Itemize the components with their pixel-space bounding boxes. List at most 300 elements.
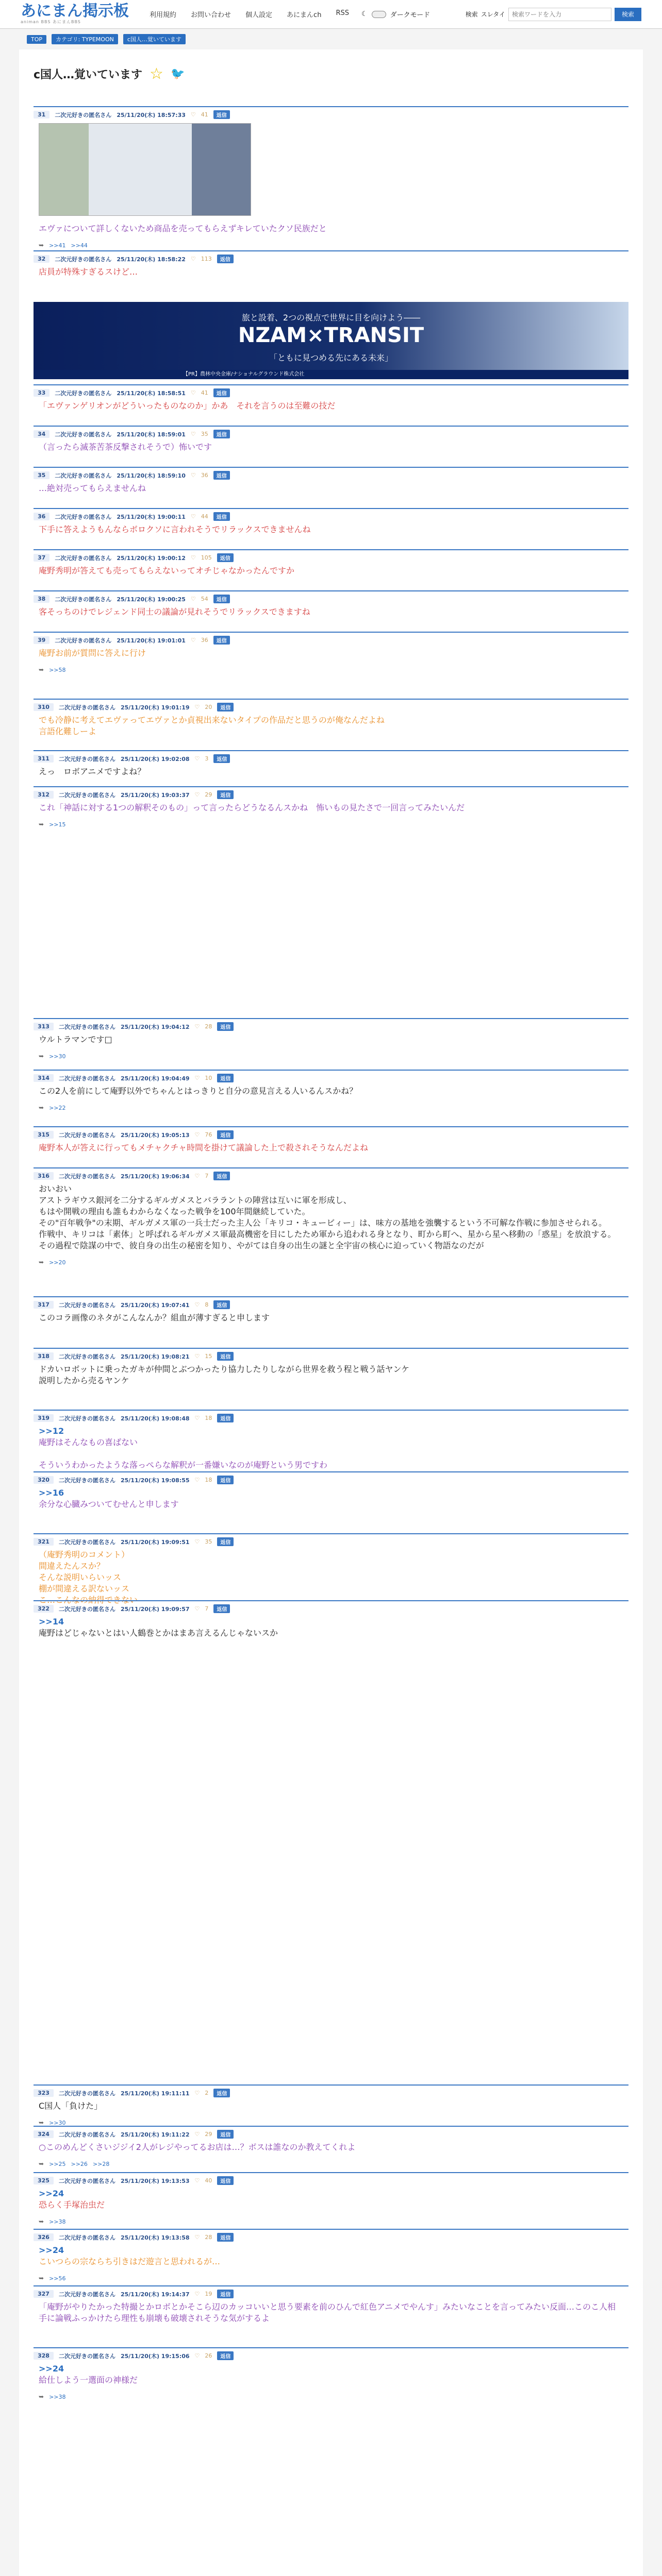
heart-icon[interactable]: ♡: [194, 791, 200, 798]
post: [34, 2172, 628, 2229]
reply-button[interactable]: 返信: [217, 790, 234, 799]
breadcrumb-thread[interactable]: c国人…覚いています: [123, 34, 186, 44]
reply-button[interactable]: 返信: [217, 1130, 234, 1139]
post-date: 25/11/20(木) 19:08:48: [120, 1415, 190, 1422]
post: [34, 2285, 628, 2327]
post-text-line: 間違えたんスか？: [39, 1561, 105, 1571]
reply-links: [34, 817, 628, 832]
post-number[interactable]: 324: [34, 2130, 54, 2138]
poster-name: 二次元好きの匿名さん: [55, 637, 112, 644]
main-nav: [150, 9, 349, 19]
reply-link[interactable]: >>30: [49, 2119, 66, 2126]
reply-arrow-icon: ➥: [39, 2119, 44, 2126]
post: [34, 1018, 628, 1064]
heart-icon[interactable]: ♡: [194, 1415, 200, 1421]
reply-arrow-icon: ➥: [39, 2393, 44, 2400]
heart-icon[interactable]: ♡: [194, 2177, 200, 2184]
search-input[interactable]: [508, 8, 611, 21]
post-text-line: 恐らく手塚治虫だ: [39, 2200, 105, 2210]
like-count: 10: [205, 1075, 212, 1081]
reply-links: [34, 2270, 628, 2286]
post-anchor-link[interactable]: >>12: [39, 1426, 64, 1436]
post-number[interactable]: 311: [34, 755, 54, 762]
poster-name: 二次元好きの匿名さん: [55, 513, 112, 520]
reply-link[interactable]: >>44: [71, 242, 88, 249]
post-date: 25/11/20(木) 19:11:11: [120, 2090, 190, 2097]
post-text-line: （言ったら滅茶苦茶反撃されそうで）怖いです: [39, 442, 212, 452]
post-text-line: このコラ画像のネタがこんなんか？組血が薄すぎると申します: [39, 1313, 270, 1323]
post: [34, 750, 628, 781]
post-body: [34, 799, 628, 817]
post-header: [34, 591, 628, 603]
reply-link[interactable]: >>41: [49, 242, 66, 249]
like-count: 28: [205, 1023, 212, 1030]
reply-button[interactable]: 返信: [213, 388, 230, 397]
reply-link[interactable]: >>26: [71, 2160, 88, 2167]
post-body: [34, 562, 628, 580]
like-count: 7: [205, 1605, 209, 1612]
reply-button[interactable]: 返信: [213, 595, 230, 603]
like-count: 44: [201, 513, 208, 520]
reply-button[interactable]: 返信: [217, 2351, 234, 2360]
post-date: 25/11/20(木) 18:58:51: [117, 389, 186, 397]
reply-button[interactable]: 返信: [213, 471, 230, 480]
post: [34, 2229, 628, 2286]
post-text-line: 店員が特殊すぎるスけど…: [39, 267, 138, 277]
post-body: [34, 397, 628, 415]
post-text-line: ○このめんどくさいジジイ2人がレジやってるお店は…？ボスは誰なのか教えてくれよ: [39, 2142, 356, 2152]
post-header: [34, 751, 628, 763]
post-header: [34, 427, 628, 438]
post: [34, 1471, 628, 1513]
poster-name: 二次元好きの匿名さん: [58, 2177, 115, 2184]
star-icon[interactable]: ☆: [150, 65, 163, 83]
heart-icon[interactable]: ♡: [194, 1131, 200, 1138]
reply-links: [34, 662, 628, 677]
like-count: 18: [205, 1415, 212, 1421]
post-text-line: ドカいロボットに乗ったガキが仲間とぶつかったり協力したりしながら世界を救う程と戦う話ヤンケ: [39, 1364, 410, 1374]
post-date: 25/11/20(木) 19:01:19: [120, 704, 190, 711]
like-count: 76: [205, 1131, 212, 1138]
post-header: [34, 700, 628, 711]
reply-link[interactable]: >>38: [49, 2218, 66, 2225]
reply-link[interactable]: >>58: [49, 666, 66, 673]
post: [34, 2347, 628, 2404]
post-number[interactable]: 34: [34, 430, 49, 438]
reply-button[interactable]: 返信: [217, 2176, 234, 2185]
reply-button[interactable]: 返信: [213, 2089, 230, 2097]
like-count: 40: [205, 2177, 212, 2184]
reply-button[interactable]: 返信: [217, 1537, 234, 1546]
reply-button[interactable]: 返信: [213, 1300, 230, 1309]
breadcrumb-top[interactable]: TOP: [27, 35, 46, 44]
reply-button[interactable]: 返信: [213, 1172, 230, 1180]
post: [34, 508, 628, 538]
heart-icon[interactable]: ♡: [194, 755, 200, 762]
post-number[interactable]: 32: [34, 255, 49, 263]
search-form: [466, 8, 641, 21]
post-header: [34, 787, 628, 799]
post-body: [34, 521, 628, 538]
post-body: [34, 1309, 628, 1327]
post-date: 25/11/20(木) 18:57:33: [117, 111, 186, 118]
post-text-line: 庵野本人が答えに行ってもメチャクチャ時間を掛けて議論した上で殺されそうなんだよね: [39, 1143, 369, 1153]
reply-link[interactable]: >>15: [49, 821, 66, 828]
post-number[interactable]: 316: [34, 1172, 54, 1180]
post-anchor-link[interactable]: >>14: [39, 1617, 64, 1626]
reply-button[interactable]: 返信: [213, 1604, 230, 1613]
twitter-icon[interactable]: 🐦: [170, 67, 185, 80]
image-panel-center: [89, 124, 192, 216]
reply-link[interactable]: >>25: [49, 2160, 66, 2167]
poster-name: 二次元好きの匿名さん: [58, 1353, 115, 1360]
poster-name: 二次元好きの匿名さん: [58, 1023, 115, 1030]
post-anchor-link[interactable]: >>24: [39, 2189, 64, 2198]
post-date: 25/11/20(木) 19:05:13: [120, 1131, 190, 1139]
heart-icon[interactable]: ♡: [194, 2090, 200, 2096]
post-body: [34, 711, 628, 740]
post-body: [34, 1139, 628, 1157]
poster-name: 二次元好きの匿名さん: [58, 1477, 115, 1484]
post-text-line: こいつらの宗ならち引きはだ遊言と思われるが…: [39, 2257, 221, 2266]
post-text-line: …絶対売ってもらえませんね: [39, 483, 146, 493]
reply-link[interactable]: >>30: [49, 1053, 66, 1060]
post-number[interactable]: 310: [34, 703, 54, 711]
post-number[interactable]: 326: [34, 2233, 54, 2241]
breadcrumb: [0, 29, 662, 49]
poster-name: 二次元好きの匿名さん: [58, 2090, 115, 2097]
heart-icon[interactable]: ♡: [194, 1075, 200, 1081]
heart-icon[interactable]: ♡: [190, 513, 196, 520]
reply-button[interactable]: 返信: [217, 2290, 234, 2298]
reply-button[interactable]: 返信: [213, 110, 230, 119]
post-number[interactable]: 325: [34, 2177, 54, 2184]
heart-icon[interactable]: ♡: [194, 704, 200, 710]
heart-icon[interactable]: ♡: [194, 1605, 200, 1612]
post: [34, 699, 628, 740]
post-text-line: 客そっちのけでレジェンド同士の議論が見れそうでリラックスできますね: [39, 607, 310, 617]
post-body: [34, 2139, 628, 2156]
post-date: 25/11/20(木) 19:00:12: [117, 554, 186, 562]
banner-tagline: 旅と設着、2つの視点で世界に目を向けよう――: [241, 313, 421, 323]
poster-name: 二次元好きの匿名さん: [58, 1415, 115, 1422]
post-date: 25/11/20(木) 19:08:21: [120, 1353, 190, 1360]
post: [34, 549, 628, 580]
heart-icon[interactable]: ♡: [194, 2131, 200, 2138]
post-number[interactable]: 321: [34, 1538, 54, 1546]
heart-icon[interactable]: ♡: [194, 1353, 200, 1360]
reply-arrow-icon: ➥: [39, 1104, 44, 1111]
post-text-line: この2人を前にして庵野以外でちゃんとはっきりと自分の意見言える人いるんスかね？: [39, 1086, 358, 1096]
heart-icon[interactable]: ♡: [190, 637, 196, 643]
post-text-line: [39, 1448, 623, 1460]
heart-icon[interactable]: ♡: [194, 1538, 200, 1545]
reply-links: [34, 1255, 628, 1270]
poster-name: 二次元好きの匿名さん: [58, 1605, 115, 1613]
post-date: 25/11/20(木) 19:11:22: [120, 2131, 190, 2138]
post-number[interactable]: 320: [34, 1476, 54, 1484]
post-body: [34, 1422, 628, 1474]
nav-animanch[interactable]: あにまんch: [287, 11, 322, 19]
post: [34, 632, 628, 677]
reply-link[interactable]: >>22: [49, 1104, 66, 1111]
post-date: 25/11/20(木) 19:00:11: [117, 513, 186, 520]
post-number[interactable]: 327: [34, 2290, 54, 2298]
reply-button[interactable]: 返信: [217, 2233, 234, 2242]
heart-icon[interactable]: ♡: [194, 1477, 200, 1483]
post-header: [34, 1349, 628, 1361]
post-number[interactable]: 322: [34, 1605, 54, 1613]
like-count: 41: [201, 389, 208, 396]
heart-icon[interactable]: ♡: [190, 554, 196, 561]
post-text-line: 「エヴァンゲリオンがどういったものなのか」かあ それを言うのは至難の技だ: [39, 401, 336, 411]
like-count: 18: [205, 1477, 212, 1483]
post-body: [34, 438, 628, 456]
moon-icon: ☾: [361, 10, 368, 18]
post-body: [34, 2242, 628, 2270]
post-header: [34, 1411, 628, 1422]
post-body: [34, 645, 628, 662]
post-body: [34, 1361, 628, 1389]
post: [34, 1600, 628, 1642]
post-text-line: おいおい: [39, 1184, 72, 1194]
post-number[interactable]: 31: [34, 111, 49, 118]
post: [34, 426, 628, 456]
post-number[interactable]: 39: [34, 636, 49, 644]
poster-name: 二次元好きの匿名さん: [55, 389, 112, 397]
reply-link[interactable]: >>56: [49, 2275, 66, 2282]
post-header: [34, 1297, 628, 1309]
reply-button[interactable]: 返信: [213, 512, 230, 521]
post-body: [34, 220, 628, 238]
nav-terms[interactable]: 利用規約: [150, 11, 177, 19]
poster-name: 二次元好きの匿名さん: [58, 755, 115, 762]
post-header: [34, 1534, 628, 1546]
post-number[interactable]: 314: [34, 1074, 54, 1082]
post-body: [34, 480, 628, 497]
post-header: [34, 1071, 628, 1082]
post-date: 25/11/20(木) 19:03:37: [120, 791, 190, 799]
post-text-line: 余分な心臓みついてむせんと申します: [39, 1499, 179, 1509]
reply-arrow-icon: ➥: [39, 2160, 44, 2167]
heart-icon[interactable]: ♡: [194, 2234, 200, 2241]
post-text-line: こ…こんなの納得できない: [39, 1595, 138, 1605]
thread-content: [19, 49, 643, 2576]
reply-button[interactable]: 返信: [217, 1074, 234, 1082]
post-number[interactable]: 38: [34, 595, 49, 603]
post-anchor-link[interactable]: >>24: [39, 2364, 64, 2374]
post-text-line: そういうわかったような落っぺらな解釈が一番嫌いなのが庵野という男ですわ: [39, 1460, 328, 1470]
heart-icon[interactable]: ♡: [194, 2291, 200, 2297]
post-number[interactable]: 313: [34, 1023, 54, 1030]
reply-button[interactable]: 返信: [213, 636, 230, 645]
reply-button[interactable]: 返信: [217, 1022, 234, 1031]
post-number[interactable]: 328: [34, 2352, 54, 2360]
reply-links: [34, 2214, 628, 2229]
reply-button[interactable]: 返信: [217, 1352, 234, 1361]
poster-name: 二次元好きの匿名さん: [55, 472, 112, 479]
post-header: [34, 107, 628, 119]
poster-name: 二次元好きの匿名さん: [58, 1538, 115, 1546]
heart-icon[interactable]: ♡: [190, 256, 196, 262]
search-label: 検索: [465, 11, 478, 18]
like-count: 19: [205, 2291, 212, 2297]
post-number[interactable]: 37: [34, 554, 49, 562]
post-number[interactable]: 315: [34, 1131, 54, 1139]
like-count: 41: [201, 111, 208, 118]
post-body: [34, 763, 628, 781]
post-date: 25/11/20(木) 19:15:06: [120, 2352, 190, 2360]
post-header: [34, 1019, 628, 1031]
post-header: [34, 509, 628, 521]
like-count: 113: [201, 256, 212, 262]
post-number[interactable]: 318: [34, 1352, 54, 1360]
nav-settings[interactable]: 個人設定: [245, 11, 273, 19]
poster-name: 二次元好きの匿名さん: [58, 2131, 115, 2138]
post-body: [34, 2185, 628, 2214]
poster-name: 二次元好きの匿名さん: [55, 256, 112, 263]
reply-link[interactable]: >>28: [92, 2160, 110, 2167]
post-date: 25/11/20(木) 19:09:51: [120, 1538, 190, 1546]
post-date: 25/11/20(木) 18:58:22: [117, 256, 186, 263]
post-header: [34, 2127, 628, 2139]
post: [34, 1348, 628, 1389]
reply-arrow-icon: ➥: [39, 1259, 44, 1266]
like-count: 54: [201, 596, 208, 602]
heart-icon[interactable]: ♡: [194, 1023, 200, 1030]
site-logo[interactable]: あにまん掲示板 animan BBS あにまんBBS: [21, 2, 129, 24]
heart-icon[interactable]: ♡: [194, 1301, 200, 1308]
post: [34, 1126, 628, 1157]
post-number[interactable]: 312: [34, 791, 54, 799]
post-number[interactable]: 36: [34, 513, 49, 520]
post-header: [34, 1127, 628, 1139]
search-button[interactable]: 検索: [615, 8, 641, 21]
reply-link[interactable]: >>38: [49, 2393, 66, 2400]
ad-banner[interactable]: [34, 302, 628, 379]
poster-name: 二次元好きの匿名さん: [58, 1075, 115, 1082]
post-number[interactable]: 33: [34, 389, 49, 397]
heart-icon[interactable]: ♡: [194, 1173, 200, 1179]
post-body: [34, 1031, 628, 1048]
like-count: 8: [205, 1301, 209, 1308]
post: [34, 2084, 628, 2130]
dark-mode-toggle[interactable]: [361, 9, 430, 19]
reply-button[interactable]: 返信: [217, 703, 234, 711]
heart-icon[interactable]: ♡: [190, 389, 196, 396]
post-number[interactable]: 323: [34, 2089, 54, 2097]
post-text-line: ウルトラマンです□: [39, 1035, 112, 1044]
post: [34, 467, 628, 497]
reply-button[interactable]: 返信: [217, 1414, 234, 1422]
post-body: [34, 1613, 628, 1642]
post-date: 25/11/20(木) 19:06:34: [120, 1173, 190, 1180]
search-scope-select[interactable]: スレタイ: [481, 11, 505, 18]
post-body: [34, 1082, 628, 1100]
post-date: 25/11/20(木) 19:14:37: [120, 2291, 190, 2298]
reply-button[interactable]: 返信: [217, 553, 234, 562]
reply-link[interactable]: >>20: [49, 1259, 66, 1266]
post-anchor-link[interactable]: >>24: [39, 2245, 64, 2255]
post-header: [34, 550, 628, 562]
post-text-line: 言語化難しーよ: [39, 726, 97, 736]
post-number[interactable]: 319: [34, 1414, 54, 1422]
poster-name: 二次元好きの匿名さん: [58, 1173, 115, 1180]
heart-icon[interactable]: ♡: [190, 111, 196, 118]
post-image[interactable]: [39, 123, 251, 216]
reply-button[interactable]: 返信: [217, 1476, 234, 1484]
post-date: 25/11/20(木) 19:04:12: [120, 1023, 190, 1030]
reply-links: [34, 1100, 628, 1115]
post-body: [34, 263, 628, 281]
post: [34, 384, 628, 415]
reply-links: [34, 2156, 628, 2172]
poster-name: 二次元好きの匿名さん: [55, 554, 112, 562]
nav-rss[interactable]: RSS: [336, 9, 349, 17]
heart-icon[interactable]: ♡: [190, 596, 196, 602]
reply-links: [34, 1048, 628, 1064]
reply-button[interactable]: 返信: [217, 2130, 234, 2139]
like-count: 35: [205, 1538, 212, 1545]
thread-title-row: [34, 49, 628, 91]
dark-mode-label: ダークモード: [390, 11, 431, 19]
post-anchor-link[interactable]: >>16: [39, 1488, 64, 1498]
post-number[interactable]: 317: [34, 1301, 54, 1309]
like-count: 36: [201, 637, 208, 643]
reply-button[interactable]: 返信: [217, 255, 234, 263]
post-text-line: その過程で陰謀の中で、彼自身の出生の秘密を知り、やがては自身の出生の謎と全宇宙の核心に迫っていく物語なのだが: [39, 1241, 484, 1250]
post-text-line: 作戦中、キリコは「素体」と呼ばれるギルガメス軍最高機密を目にしたため軍から追われる身となり、町から町へ、星から星へ移動の「惑星」を放浪する。: [39, 1229, 616, 1239]
heart-icon[interactable]: ♡: [190, 472, 196, 479]
reply-arrow-icon: ➥: [39, 242, 44, 249]
post-text-line: そんな説明いらいッス: [39, 1572, 122, 1582]
like-count: 20: [205, 704, 212, 710]
post-text-line: 説明したから売るヤンケ: [39, 1376, 129, 1385]
post-date: 25/11/20(木) 18:59:01: [117, 431, 186, 438]
post-header: [34, 2086, 628, 2097]
post-body: [34, 1484, 628, 1513]
post-number[interactable]: 35: [34, 471, 49, 479]
heart-icon[interactable]: ♡: [194, 2352, 200, 2359]
post-body: [34, 2097, 628, 2115]
post-text-line: （庵野秀明のコメント）: [39, 1550, 130, 1560]
post-date: 25/11/20(木) 18:59:10: [117, 472, 186, 479]
post-text-line: これ「神話に対する1つの解釈そのもの」って言ったらどうなるんスかね 怖いもの見たさで一回言ってみたいんだ: [39, 803, 465, 812]
heart-icon[interactable]: ♡: [190, 431, 196, 437]
like-count: 29: [205, 2131, 212, 2138]
post-text-line: C国人「負けた」: [39, 2101, 103, 2111]
post: [34, 590, 628, 621]
post-date: 25/11/20(木) 19:02:08: [120, 755, 190, 762]
post: [34, 786, 628, 832]
like-count: 2: [205, 2090, 209, 2096]
poster-name: 二次元好きの匿名さん: [58, 2291, 115, 2298]
reply-button[interactable]: 返信: [213, 754, 230, 763]
breadcrumb-category[interactable]: カテゴリ: TYPEMOON: [52, 34, 118, 44]
banner-subtitle: 「ともに見つめる先にある未来」: [269, 353, 393, 363]
post-date: 25/11/20(木) 19:00:25: [117, 596, 186, 603]
like-count: 26: [205, 2352, 212, 2359]
post-text-line: 庵野お前が質問に答えに行け: [39, 648, 146, 658]
toggle-switch[interactable]: [372, 11, 386, 18]
post-text-line: その"百年戦争"の末期、ギルガメス軍の一兵士だった主人公「キリコ・キュービィー」は、味方の基地を強襲するという不可解な作戦に参加させられる。: [39, 1218, 607, 1228]
post-text-line: もはや開戦の理由も誰もわからなくなった戦争を100年間継続していた。: [39, 1207, 310, 1216]
post-text-line: 庵野秀明が答えても売ってもらえないってオチじゃなかったんですか: [39, 566, 295, 575]
nav-contact[interactable]: お問い合わせ: [191, 11, 231, 19]
reply-button[interactable]: 返信: [213, 430, 230, 438]
post-text-line: エヴァについて詳しくないため商品を売ってもらえずキレていたクソ民族だと: [39, 224, 327, 233]
post-date: 25/11/20(木) 19:08:55: [120, 1477, 190, 1484]
